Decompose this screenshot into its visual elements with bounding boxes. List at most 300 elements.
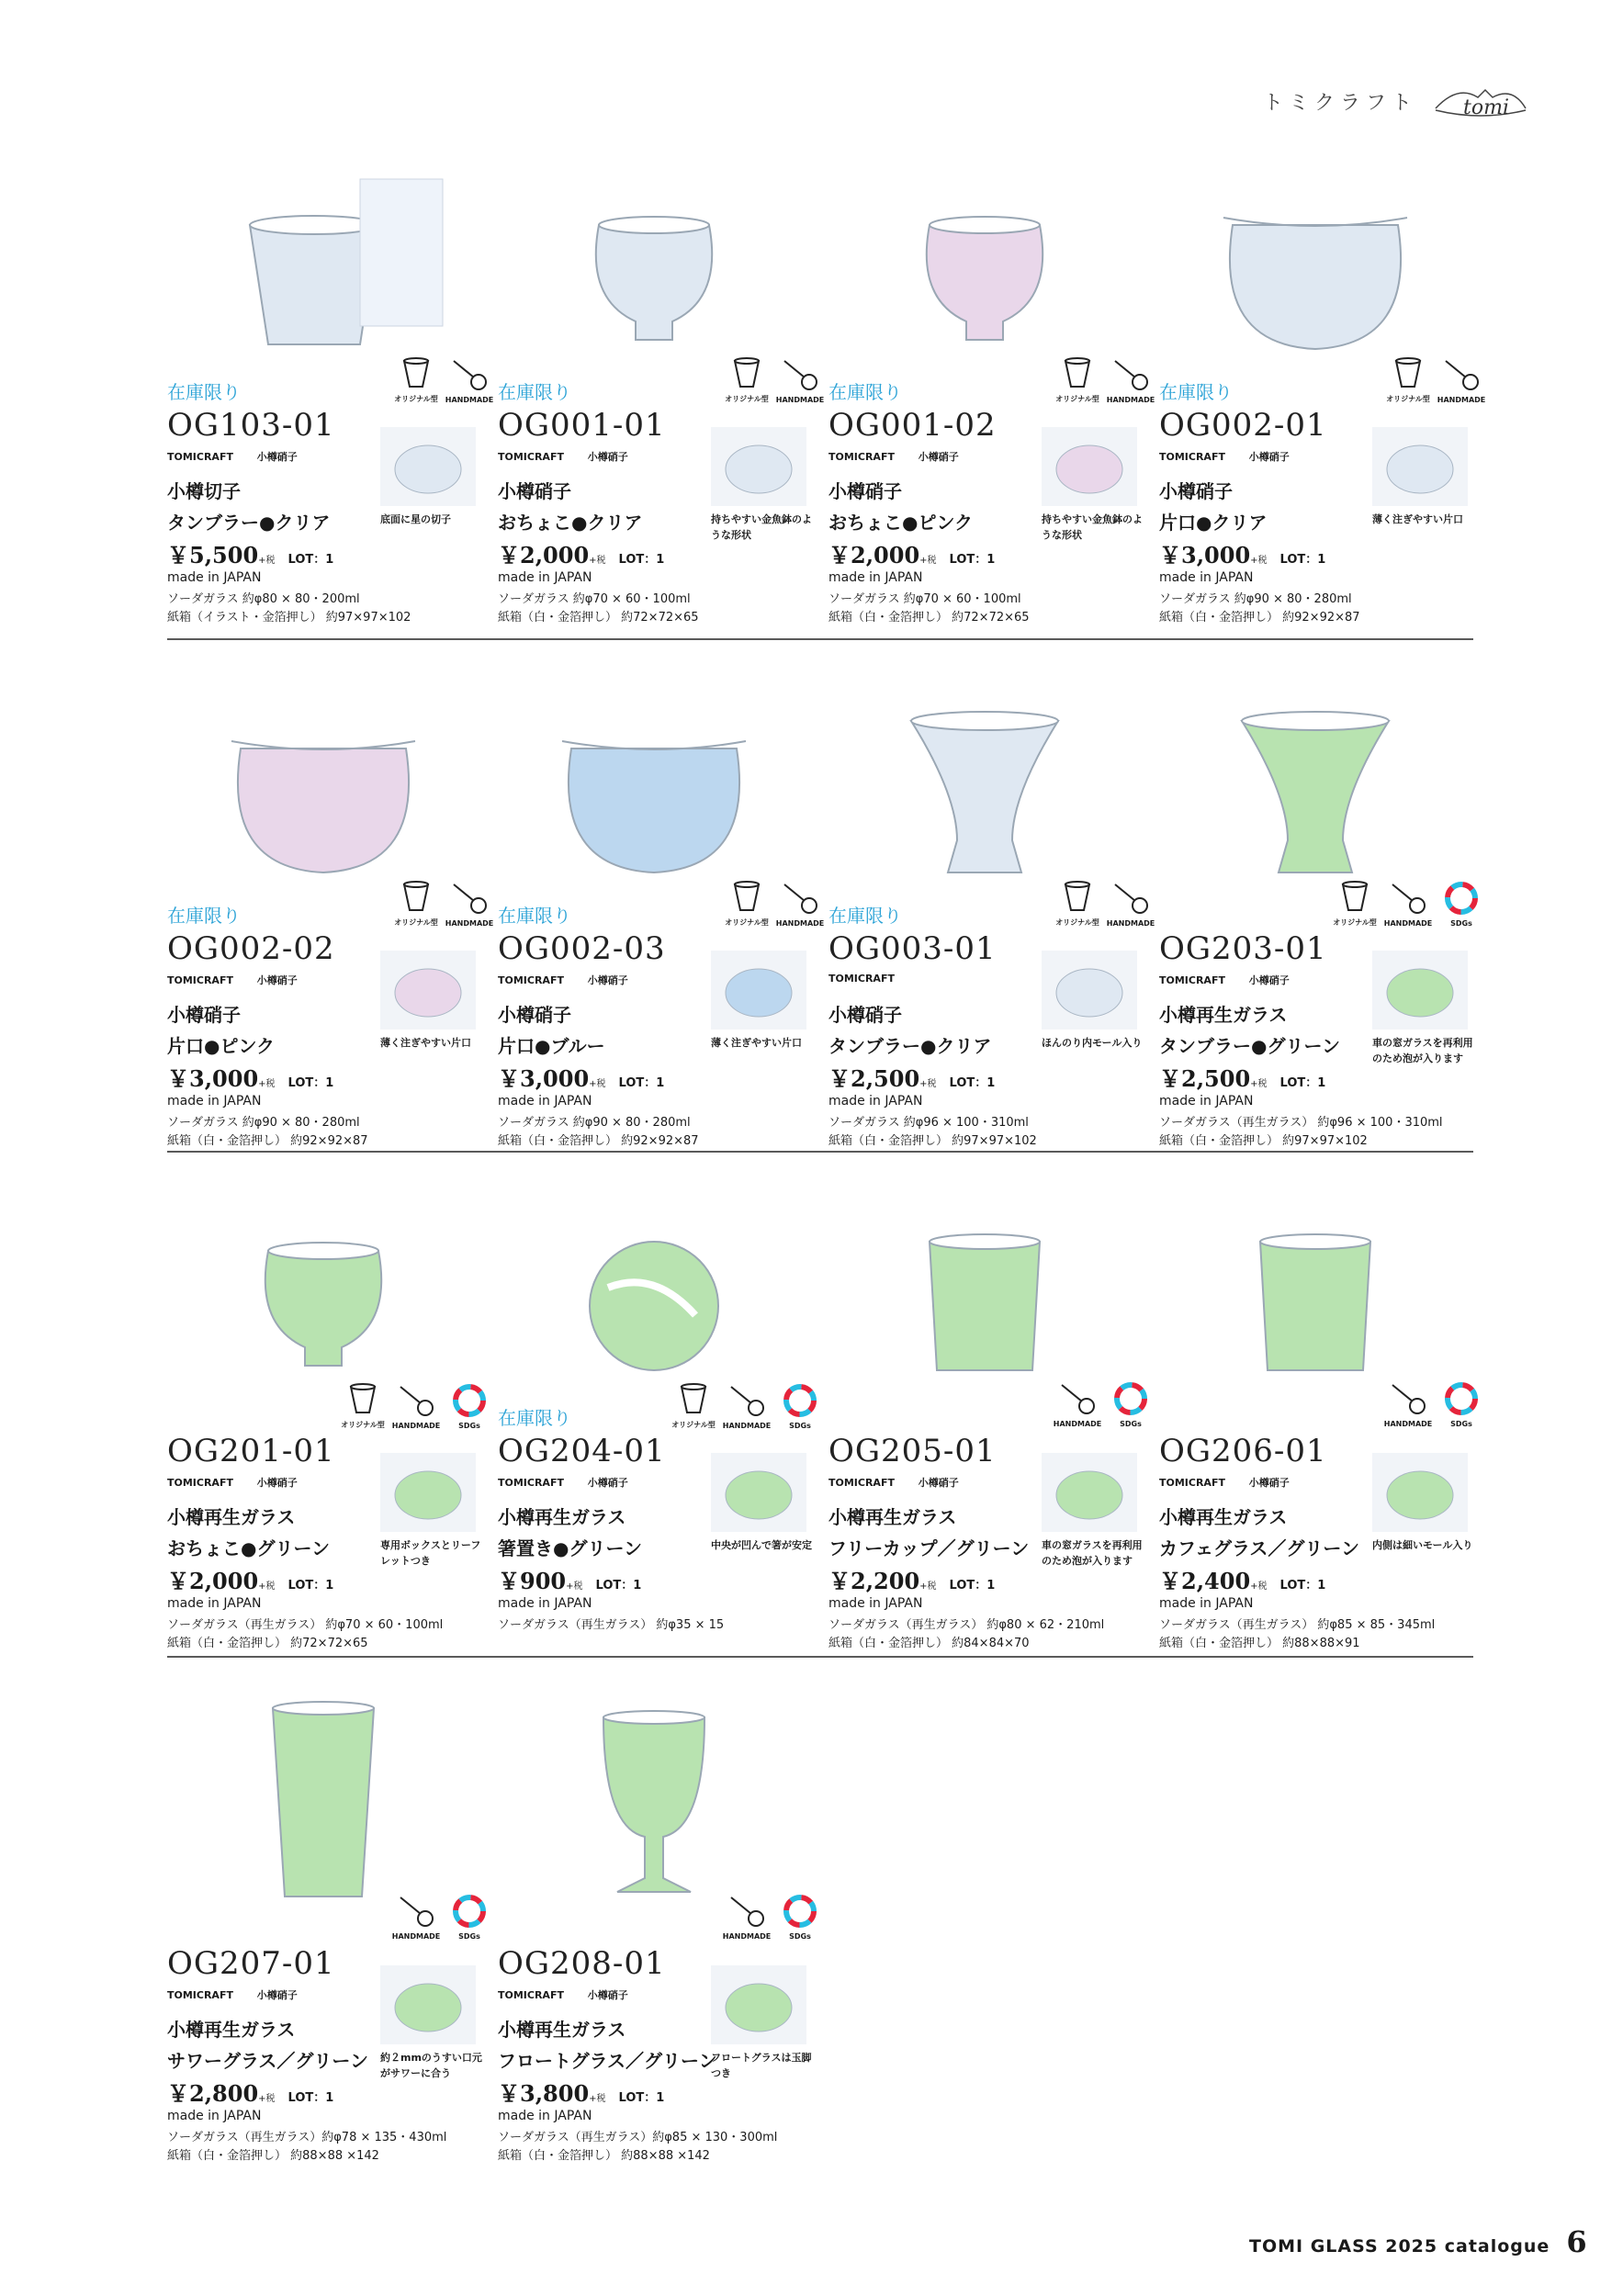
original-mold-icon: [1058, 877, 1097, 916]
product-name: フロートグラス／グリーン: [498, 2050, 717, 2072]
series-name: 小樽再生ガラス: [1159, 1506, 1288, 1528]
product-name: タンブラー●グリーン: [1159, 1035, 1341, 1057]
sdgs-badge: [1107, 1379, 1155, 1428]
tax-label: +税: [258, 1581, 276, 1592]
tax-label: +税: [566, 1581, 583, 1592]
detail-note: 持ちやすい金魚鉢のような形状: [711, 513, 812, 541]
price: [828, 1061, 995, 1093]
glassblowing-pipe-icon: [1111, 355, 1150, 394]
detail-note: 持ちやすい金魚鉢のような形状: [1042, 513, 1143, 541]
made-in-label: made in JAPAN: [1159, 570, 1254, 585]
price: [1159, 537, 1325, 569]
tax-label: +税: [919, 556, 937, 566]
product-photo: [167, 1699, 493, 1910]
product-name: フリーカップ／グリーン: [828, 1537, 1030, 1559]
price: [167, 537, 333, 569]
product-og003-01: [828, 684, 1155, 1153]
original-label: オリジナル型: [1386, 395, 1430, 403]
made-in-label: made in JAPAN: [1159, 1094, 1254, 1109]
sdgs-label: SDGs: [458, 1422, 480, 1430]
original-label: オリジナル型: [725, 395, 769, 403]
original-label: オリジナル型: [394, 395, 438, 403]
original-label: オリジナル型: [671, 1421, 716, 1429]
lot-label: LOT：1: [618, 2091, 665, 2105]
original-badge: [1384, 354, 1432, 404]
product-name: 箸置き●グリーン: [498, 1537, 643, 1559]
original-mold-icon: [674, 1379, 713, 1418]
original-label: オリジナル型: [1333, 918, 1377, 927]
product-name: タンブラー●クリア: [828, 1035, 992, 1057]
detail-photo: [380, 951, 476, 1030]
feature-icons: [339, 1379, 493, 1430]
glassblowing-pipe-icon: [781, 355, 819, 394]
product-code: OG208-01: [498, 1945, 666, 1982]
detail-photo: [380, 427, 476, 506]
box-spec: 紙箱（白・金箔押し） 約84×84×70: [828, 1637, 1030, 1650]
price-value: ￥2,000: [828, 542, 920, 568]
product-photo: [1159, 1187, 1485, 1398]
page-number: 6: [1566, 2224, 1587, 2259]
detail-photo: [711, 951, 806, 1030]
box-spec: 紙箱（白・金箔押し） 約72×72×65: [167, 1637, 368, 1650]
made-in-label: made in JAPAN: [167, 1094, 262, 1109]
material-spec: ソーダガラス（再生ガラス） 約φ80 × 62・210ml: [828, 1618, 1105, 1632]
tax-label: +税: [589, 1079, 606, 1089]
stock-limited-badge: 在庫限り: [498, 1407, 571, 1429]
product-photo: [167, 1187, 493, 1398]
handmade-label: HANDMADE: [775, 396, 825, 404]
detail-note: 約２mmのうすい口元がサワーに合う: [380, 2052, 482, 2079]
handmade-label: HANDMADE: [775, 919, 825, 928]
price-value: ￥3,800: [498, 2080, 590, 2107]
product-photo: [498, 1187, 824, 1398]
handmade-badge: [776, 355, 824, 404]
stock-limited-badge: 在庫限り: [1159, 381, 1233, 403]
glassblowing-pipe-icon: [397, 1381, 435, 1420]
lot-label: LOT：1: [618, 553, 665, 567]
detail-note: 車の窓ガラスを再利用のため泡が入ります: [1372, 1037, 1473, 1064]
sdgs-wheel-icon: [1442, 1379, 1481, 1418]
made-in-label: made in JAPAN: [498, 570, 592, 585]
handmade-label: HANDMADE: [1106, 396, 1155, 404]
sdgs-wheel-icon: [1111, 1379, 1150, 1418]
sdgs-wheel-icon: [781, 1892, 819, 1930]
product-og203-01: [1159, 684, 1485, 1153]
tax-label: +税: [1250, 1079, 1268, 1089]
tax-label: +税: [258, 1079, 276, 1089]
price: [828, 1563, 995, 1595]
handmade-badge: [1107, 355, 1155, 404]
maker-label: TOMICRAFT 小樽硝子: [1159, 1477, 1290, 1489]
made-in-label: made in JAPAN: [498, 1596, 592, 1611]
detail-note: 薄く注ぎやすい片口: [1372, 513, 1463, 525]
detail-note: 薄く注ぎやすい片口: [380, 1037, 471, 1049]
tax-label: +税: [589, 2094, 606, 2104]
price: [498, 537, 664, 569]
price: [828, 537, 995, 569]
brand-name: トミクラフト: [1262, 91, 1417, 115]
product-photo: [167, 684, 493, 895]
series-name: 小樽再生ガラス: [828, 1506, 957, 1528]
handmade-label: HANDMADE: [391, 1932, 441, 1941]
price: [167, 2076, 333, 2108]
original-mold-icon: [1389, 354, 1427, 392]
price-value: ￥2,500: [1159, 1065, 1251, 1092]
original-label: オリジナル型: [394, 918, 438, 927]
price: [498, 1563, 641, 1595]
product-code: OG207-01: [167, 1945, 335, 1982]
detail-photo: [711, 1965, 806, 2044]
feature-icons: [1384, 354, 1485, 404]
row-divider-1: [167, 638, 1473, 640]
tax-label: +税: [258, 2094, 276, 2104]
price-value: ￥2,500: [828, 1065, 920, 1092]
original-mold-icon: [397, 354, 435, 392]
detail-note: 底面に星の切子: [380, 513, 451, 525]
price-value: ￥2,000: [498, 542, 590, 568]
handmade-badge: [1054, 1379, 1101, 1428]
maker-label: TOMICRAFT 小樽硝子: [167, 1989, 298, 2001]
original-badge: [392, 877, 440, 928]
product-og206-01: [1159, 1187, 1485, 1655]
original-badge: [723, 354, 771, 404]
product-name: おちょこ●クリア: [498, 512, 643, 534]
detail-photo: [380, 1453, 476, 1532]
sdgs-label: SDGs: [1120, 1420, 1142, 1428]
original-badge: [1331, 877, 1379, 928]
maker-label: TOMICRAFT 小樽硝子: [828, 451, 959, 463]
product-name: タンブラー●クリア: [167, 512, 331, 534]
handmade-badge: [1107, 879, 1155, 928]
sdgs-badge: [445, 1381, 493, 1430]
handmade-label: HANDMADE: [391, 1422, 441, 1430]
original-mold-icon: [1336, 877, 1374, 916]
maker-label: TOMICRAFT 小樽硝子: [1159, 974, 1290, 986]
sdgs-label: SDGs: [1450, 1420, 1472, 1428]
sdgs-wheel-icon: [1442, 879, 1481, 917]
feature-icons: [1331, 877, 1485, 928]
box-spec: 紙箱（白・金箔押し） 約88×88 ×142: [498, 2149, 710, 2163]
catalogue-title: TOMI GLASS 2025 catalogue: [1249, 2236, 1550, 2257]
tax-label: +税: [258, 556, 276, 566]
box-spec: 紙箱（白・金箔押し） 約97×97×102: [1159, 1134, 1368, 1148]
feature-icons: [723, 354, 824, 404]
series-name: 小樽再生ガラス: [1159, 1004, 1288, 1026]
box-spec: 紙箱（白・金箔押し） 約92×92×87: [498, 1134, 699, 1148]
product-og201-01: [167, 1187, 493, 1655]
product-name: 片口●クリア: [1159, 512, 1268, 534]
original-badge: [723, 877, 771, 928]
stock-limited-badge: 在庫限り: [167, 905, 241, 927]
box-spec: 紙箱（白・金箔押し） 約72×72×65: [498, 611, 699, 625]
product-code: OG103-01: [167, 407, 335, 444]
material-spec: ソーダガラス（再生ガラス） 約φ85 × 85・345ml: [1159, 1618, 1436, 1632]
product-og002-02: [167, 684, 493, 1153]
price-value: ￥5,500: [167, 542, 259, 568]
sdgs-badge: [776, 1892, 824, 1941]
product-og207-01: [167, 1699, 493, 2167]
sdgs-wheel-icon: [781, 1381, 819, 1420]
original-mold-icon: [727, 354, 766, 392]
made-in-label: made in JAPAN: [828, 1094, 923, 1109]
made-in-label: made in JAPAN: [1159, 1596, 1254, 1611]
detail-photo: [711, 427, 806, 506]
lot-label: LOT：1: [618, 1076, 665, 1090]
feature-icons: [1054, 354, 1155, 404]
detail-note: 内側は細いモール入り: [1372, 1539, 1473, 1551]
tax-label: +税: [919, 1581, 937, 1592]
handmade-label: HANDMADE: [1437, 396, 1486, 404]
lot-label: LOT：1: [949, 1579, 996, 1593]
series-name: 小樽硝子: [498, 480, 571, 502]
material-spec: ソーダガラス（再生ガラス）約φ78 × 135・430ml: [167, 2131, 447, 2144]
detail-photo: [1372, 427, 1468, 506]
handmade-badge: [1437, 355, 1485, 404]
original-label: オリジナル型: [725, 918, 769, 927]
product-photo: [498, 161, 824, 372]
feature-icons: [392, 1892, 493, 1941]
series-name: 小樽硝子: [1159, 480, 1233, 502]
original-label: オリジナル型: [341, 1421, 385, 1429]
maker-label: TOMICRAFT 小樽硝子: [1159, 451, 1290, 463]
material-spec: ソーダガラス 約φ90 × 80・280ml: [167, 1116, 360, 1130]
handmade-label: HANDMADE: [1053, 1420, 1102, 1428]
feature-icons: [723, 1892, 824, 1941]
made-in-label: made in JAPAN: [498, 1094, 592, 1109]
lot-label: LOT：1: [949, 553, 996, 567]
detail-note: 車の窓ガラスを再利用のため泡が入ります: [1042, 1539, 1143, 1567]
product-og001-01: [498, 161, 824, 629]
material-spec: ソーダガラス（再生ガラス） 約φ70 × 60・100ml: [167, 1618, 444, 1632]
feature-icons: [723, 877, 824, 928]
product-code: OG001-02: [828, 407, 997, 444]
row-divider-3: [167, 1656, 1473, 1658]
material-spec: ソーダガラス（再生ガラス） 約φ35 × 15: [498, 1618, 725, 1632]
sdgs-badge: [445, 1892, 493, 1941]
sdgs-label: SDGs: [789, 1932, 811, 1941]
handmade-label: HANDMADE: [1383, 919, 1433, 928]
maker-label: TOMICRAFT 小樽硝子: [498, 451, 628, 463]
lot-label: LOT：1: [287, 2091, 334, 2105]
product-code: OG002-01: [1159, 407, 1327, 444]
original-label: オリジナル型: [1055, 395, 1099, 403]
detail-photo: [1042, 951, 1137, 1030]
box-spec: 紙箱（白・金箔押し） 約92×92×87: [167, 1134, 368, 1148]
maker-label: TOMICRAFT 小樽硝子: [498, 1989, 628, 2001]
price-value: ￥3,000: [167, 1065, 259, 1092]
sdgs-label: SDGs: [1450, 919, 1472, 928]
detail-note: 薄く注ぎやすい片口: [711, 1037, 802, 1049]
series-name: 小樽硝子: [828, 1004, 902, 1026]
price: [167, 1563, 333, 1595]
series-name: 小樽再生ガラス: [167, 2019, 296, 2041]
detail-note: 専用ボックスとリーフレットつき: [380, 1539, 481, 1567]
original-mold-icon: [344, 1379, 382, 1418]
sdgs-label: SDGs: [789, 1422, 811, 1430]
glassblowing-pipe-icon: [1442, 355, 1481, 394]
feature-icons: [392, 354, 493, 404]
price-value: ￥2,400: [1159, 1568, 1251, 1594]
handmade-label: HANDMADE: [445, 396, 494, 404]
maker-label: TOMICRAFT 小樽硝子: [498, 1477, 628, 1489]
sdgs-badge: [1437, 879, 1485, 928]
product-name: 片口●ブルー: [498, 1035, 605, 1057]
material-spec: ソーダガラス（再生ガラス）約φ85 × 130・300ml: [498, 2131, 778, 2144]
sdgs-wheel-icon: [450, 1381, 489, 1420]
handmade-badge: [723, 1381, 771, 1430]
original-mold-icon: [727, 877, 766, 916]
brand-header: [1263, 81, 1531, 121]
made-in-label: made in JAPAN: [828, 1596, 923, 1611]
product-name: サワーグラス／グリーン: [167, 2050, 368, 2072]
glassblowing-pipe-icon: [397, 1892, 435, 1930]
original-label: オリジナル型: [1055, 918, 1099, 927]
made-in-label: made in JAPAN: [167, 1596, 262, 1611]
lot-label: LOT：1: [287, 1579, 334, 1593]
product-og001-02: [828, 161, 1155, 629]
feature-icons: [1054, 1379, 1155, 1428]
stock-limited-badge: 在庫限り: [167, 381, 241, 403]
handmade-badge: [392, 1892, 440, 1941]
product-code: OG201-01: [167, 1433, 335, 1469]
handmade-badge: [776, 879, 824, 928]
material-spec: ソーダガラス 約φ70 × 60・100ml: [498, 592, 691, 606]
glassblowing-pipe-icon: [1389, 879, 1427, 917]
product-code: OG204-01: [498, 1433, 666, 1469]
sdgs-badge: [1437, 1379, 1485, 1428]
product-code: OG205-01: [828, 1433, 997, 1469]
detail-note: 中央が凹んで箸が安定: [711, 1539, 812, 1551]
maker-label: TOMICRAFT 小樽硝子: [167, 1477, 298, 1489]
series-name: 小樽硝子: [498, 1004, 571, 1026]
series-name: 小樽再生ガラス: [498, 2019, 626, 2041]
glassblowing-pipe-icon: [727, 1892, 766, 1930]
product-code: OG206-01: [1159, 1433, 1327, 1469]
lot-label: LOT：1: [595, 1579, 642, 1593]
product-photo: [828, 684, 1155, 895]
product-photo: [498, 684, 824, 895]
product-name: おちょこ●ピンク: [828, 512, 974, 534]
glassblowing-pipe-icon: [1389, 1379, 1427, 1418]
original-badge: [670, 1379, 717, 1430]
feature-icons: [670, 1379, 824, 1430]
box-spec: 紙箱（白・金箔押し） 約88×88 ×142: [167, 2149, 379, 2163]
product-og103-01: [167, 161, 493, 629]
price: [1159, 1563, 1325, 1595]
maker-label: TOMICRAFT 小樽硝子: [828, 1477, 959, 1489]
product-code: OG001-01: [498, 407, 666, 444]
feature-icons: [392, 877, 493, 928]
handmade-badge: [1384, 879, 1432, 928]
made-in-label: made in JAPAN: [167, 2109, 262, 2123]
product-name: カフェグラス／グリーン: [1159, 1537, 1359, 1559]
box-spec: 紙箱（白・金箔押し） 約72×72×65: [828, 611, 1030, 625]
made-in-label: made in JAPAN: [167, 570, 262, 585]
series-name: 小樽再生ガラス: [167, 1506, 296, 1528]
original-badge: [339, 1379, 387, 1430]
maker-label: TOMICRAFT 小樽硝子: [498, 974, 628, 986]
price: [498, 1061, 664, 1093]
feature-icons: [1054, 877, 1155, 928]
material-spec: ソーダガラス 約φ90 × 80・280ml: [1159, 592, 1352, 606]
original-mold-icon: [397, 877, 435, 916]
feature-icons: [1384, 1379, 1485, 1428]
detail-photo: [1372, 951, 1468, 1030]
lot-label: LOT：1: [287, 1076, 334, 1090]
handmade-label: HANDMADE: [722, 1932, 772, 1941]
material-spec: ソーダガラス（再生ガラス） 約φ96 × 100・310ml: [1159, 1116, 1443, 1130]
material-spec: ソーダガラス 約φ80 × 80・200ml: [167, 592, 360, 606]
price-value: ￥2,000: [167, 1568, 259, 1594]
handmade-label: HANDMADE: [445, 919, 494, 928]
lot-label: LOT：1: [1279, 553, 1326, 567]
product-og208-01: [498, 1699, 824, 2167]
handmade-label: HANDMADE: [1106, 919, 1155, 928]
glassblowing-pipe-icon: [1111, 879, 1150, 917]
lot-label: LOT：1: [287, 553, 334, 567]
tax-label: +税: [919, 1079, 937, 1089]
sdgs-label: SDGs: [458, 1932, 480, 1941]
tax-label: +税: [1250, 1581, 1268, 1592]
stock-limited-badge: 在庫限り: [828, 905, 902, 927]
product-photo: [167, 161, 493, 372]
made-in-label: made in JAPAN: [498, 2109, 592, 2123]
detail-photo: [380, 1965, 476, 2044]
handmade-badge: [723, 1892, 771, 1941]
logo-text: tomi: [1463, 96, 1509, 119]
product-photo: [1159, 161, 1485, 372]
price-value: ￥2,800: [167, 2080, 259, 2107]
series-name: 小樽硝子: [828, 480, 902, 502]
material-spec: ソーダガラス 約φ70 × 60・100ml: [828, 592, 1021, 606]
price-value: ￥3,000: [1159, 542, 1251, 568]
original-badge: [1054, 877, 1101, 928]
product-photo: [828, 161, 1155, 372]
maker-label: TOMICRAFT 小樽硝子: [167, 451, 298, 463]
page-footer: [1249, 2224, 1587, 2259]
detail-photo: [1042, 427, 1137, 506]
lot-label: LOT：1: [1279, 1076, 1326, 1090]
glassblowing-pipe-icon: [450, 879, 489, 917]
tomi-logo-icon: [1430, 81, 1531, 121]
material-spec: ソーダガラス 約φ96 × 100・310ml: [828, 1116, 1029, 1130]
handmade-badge: [445, 355, 493, 404]
stock-limited-badge: 在庫限り: [498, 381, 571, 403]
product-og205-01: [828, 1187, 1155, 1655]
product-og002-01: [1159, 161, 1485, 629]
box-spec: 紙箱（白・金箔押し） 約88×88×91: [1159, 1637, 1360, 1650]
product-code: OG003-01: [828, 930, 997, 967]
original-mold-icon: [1058, 354, 1097, 392]
price-value: ￥900: [498, 1568, 567, 1594]
maker-label: TOMICRAFT: [828, 973, 895, 985]
product-name: 片口●ピンク: [167, 1035, 276, 1057]
price: [167, 1061, 333, 1093]
product-photo: [498, 1699, 824, 1910]
price: [498, 2076, 664, 2108]
handmade-badge: [392, 1381, 440, 1430]
box-spec: 紙箱（白・金箔押し） 約92×92×87: [1159, 611, 1360, 625]
product-code: OG002-02: [167, 930, 335, 967]
price-value: ￥3,000: [498, 1065, 590, 1092]
box-spec: 紙箱（イラスト・金箔押し） 約97×97×102: [167, 611, 411, 625]
series-name: 小樽硝子: [167, 1004, 241, 1026]
product-photo: [828, 1187, 1155, 1398]
tax-label: +税: [589, 556, 606, 566]
handmade-label: HANDMADE: [1383, 1420, 1433, 1428]
product-photo: [1159, 684, 1485, 895]
glassblowing-pipe-icon: [1058, 1379, 1097, 1418]
